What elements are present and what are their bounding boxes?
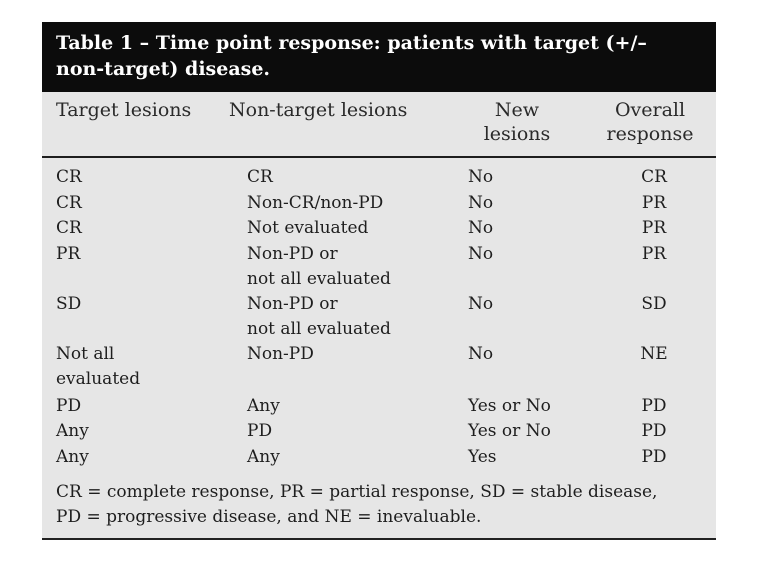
target-lesions-cell-text: Any — [56, 447, 89, 467]
header-new-lesions-line-1: New — [494, 99, 540, 121]
header-overall-response — [594, 98, 706, 146]
non-target-lesions-cell — [247, 342, 314, 367]
overall-response-cell-text: PD — [641, 421, 667, 441]
target-lesions-cell-text: SD — [56, 294, 82, 314]
target-lesions-cell — [56, 419, 89, 444]
non-target-lesions-cell — [247, 165, 273, 190]
new-lesions-cell-text: Yes or No — [468, 421, 551, 441]
new-lesions-cell — [468, 191, 493, 216]
non-target-lesions-cell-text: Non-CR/non-PD — [247, 193, 384, 213]
target-lesions-cell — [56, 394, 81, 419]
overall-response-cell — [624, 342, 684, 367]
non-target-lesions-cell — [247, 292, 391, 342]
footnote-line-1: CR = complete response, PR = partial response, SD = stable disease, — [56, 482, 658, 502]
new-lesions-cell-text: No — [468, 218, 494, 238]
table-title — [42, 22, 716, 92]
overall-response-cell-text: PR — [641, 193, 667, 213]
new-lesions-cell — [468, 342, 493, 367]
non-target-lesions-cell — [247, 394, 280, 419]
new-lesions-cell — [468, 216, 493, 241]
header-new-lesions-line-2: lesions — [483, 123, 551, 145]
target-lesions-cell — [56, 445, 89, 470]
overall-response-cell — [624, 394, 684, 419]
target-lesions-cell-text: PD — [56, 396, 82, 416]
new-lesions-cell-text: No — [468, 193, 494, 213]
new-lesions-cell — [468, 419, 551, 444]
target-lesions-cell-text: Not all — [56, 344, 115, 364]
non-target-lesions-cell-text: PD — [247, 421, 273, 441]
overall-response-cell — [624, 242, 684, 267]
overall-response-cell-text: PR — [641, 218, 667, 238]
overall-response-cell — [624, 445, 684, 470]
new-lesions-cell-text: No — [468, 167, 494, 187]
header-target-lesions: Target lesions — [56, 99, 192, 121]
overall-response-cell — [624, 165, 684, 190]
non-target-lesions-cell — [247, 445, 280, 470]
overall-response-cell — [624, 191, 684, 216]
new-lesions-cell-text: No — [468, 294, 494, 314]
target-lesions-cell — [56, 342, 140, 392]
header-non-target-lesions: Non-target lesions — [229, 99, 408, 121]
new-lesions-cell — [468, 242, 493, 267]
header-new-lesions — [462, 98, 572, 146]
non-target-lesions-cell — [247, 419, 272, 444]
new-lesions-cell-text: Yes — [468, 447, 497, 467]
non-target-lesions-cell-text: CR — [247, 167, 273, 187]
target-lesions-cell — [56, 165, 82, 190]
table-title-line-1: Table 1 – Time point response: patients with target (+/– — [56, 32, 647, 54]
table-title-line-2: non-target) disease. — [56, 58, 271, 80]
target-lesions-cell — [56, 191, 82, 216]
non-target-lesions-cell — [247, 242, 391, 292]
response-table — [42, 22, 716, 540]
non-target-lesions-cell-text: Any — [247, 396, 280, 416]
overall-response-cell-text: PD — [641, 447, 667, 467]
footnote-line-2: PD = progressive disease, and NE = inevaluable. — [56, 507, 482, 527]
target-lesions-cell-text: CR — [56, 218, 82, 238]
header-overall-response-line-1: Overall — [614, 99, 686, 121]
table-footnote — [56, 480, 711, 530]
overall-response-cell-text: SD — [641, 294, 667, 314]
new-lesions-cell-text: Yes or No — [468, 396, 551, 416]
new-lesions-cell — [468, 292, 493, 317]
target-lesions-cell-text: CR — [56, 193, 82, 213]
target-lesions-cell-text: CR — [56, 167, 82, 187]
overall-response-cell — [624, 292, 684, 317]
overall-response-cell — [624, 216, 684, 241]
overall-response-cell-text: PD — [641, 396, 667, 416]
overall-response-cell-text: CR — [641, 167, 667, 187]
non-target-lesions-cell-text: Non-PD — [247, 344, 314, 364]
new-lesions-cell — [468, 394, 551, 419]
new-lesions-cell-text: No — [468, 344, 494, 364]
overall-response-cell-text: NE — [640, 344, 668, 364]
overall-response-cell-text: PR — [641, 244, 667, 264]
new-lesions-cell — [468, 165, 493, 190]
target-lesions-cell — [56, 242, 80, 267]
target-lesions-cell — [56, 216, 82, 241]
non-target-lesions-cell-text: not all evaluated — [247, 319, 391, 339]
target-lesions-cell-text: PR — [56, 244, 81, 264]
header-overall-response-line-2: response — [606, 123, 694, 145]
new-lesions-cell — [468, 445, 497, 470]
new-lesions-cell-text: No — [468, 244, 494, 264]
target-lesions-cell-text: evaluated — [56, 369, 141, 389]
non-target-lesions-cell-text: Non-PD or — [247, 244, 338, 264]
non-target-lesions-cell-text: Not evaluated — [247, 218, 369, 238]
header-divider — [42, 156, 716, 158]
target-lesions-cell-text: Any — [56, 421, 89, 441]
non-target-lesions-cell-text: not all evaluated — [247, 269, 391, 289]
target-lesions-cell — [56, 292, 81, 317]
non-target-lesions-cell-text: Non-PD or — [247, 294, 338, 314]
non-target-lesions-cell-text: Any — [247, 447, 280, 467]
non-target-lesions-cell — [247, 191, 383, 216]
non-target-lesions-cell — [247, 216, 368, 241]
overall-response-cell — [624, 419, 684, 444]
